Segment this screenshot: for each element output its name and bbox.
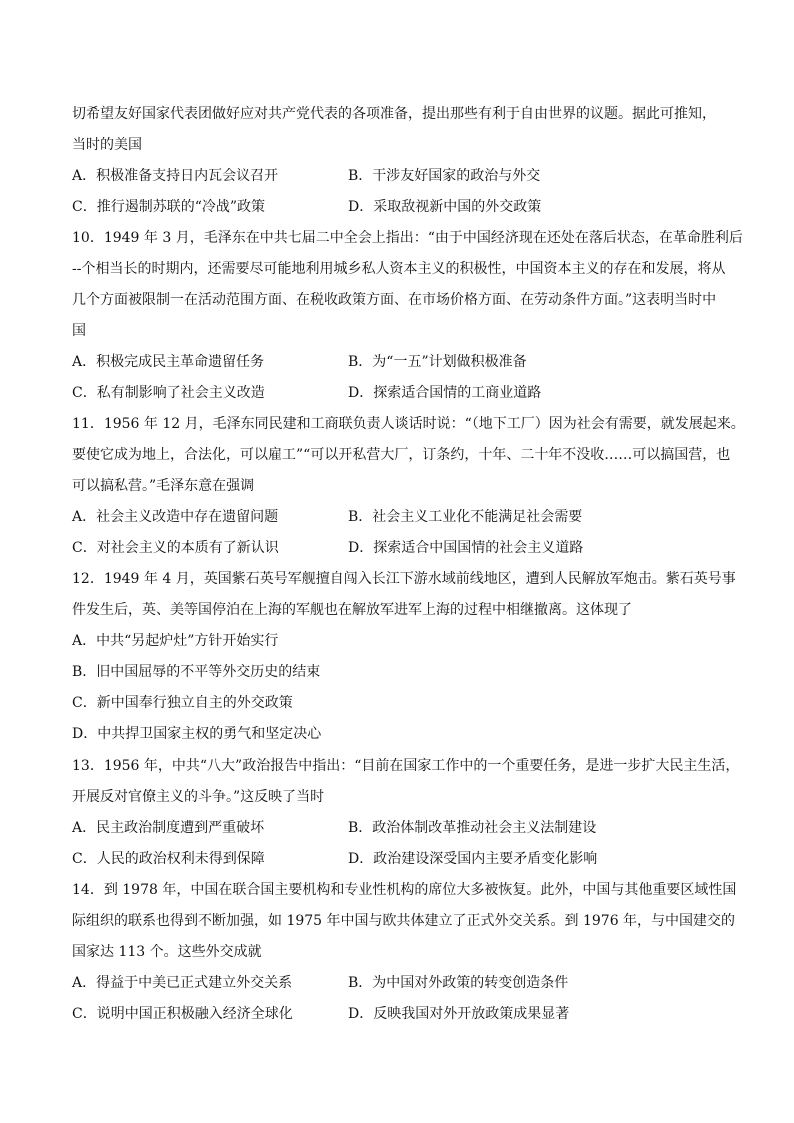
q9-option-b: B．干涉友好国家的政治与外交 [348, 168, 541, 184]
q13-option-b: B．政治体制改革推动社会主义法制建设 [348, 820, 597, 836]
q9-stem-line-2: 当时的美国 [72, 137, 142, 153]
q10-stem-line-3: 几个方面被限制一在活动范围方面、在税收政策方面、在市场价格方面、在劳动条件方面。”这表明当时中 [72, 292, 717, 308]
q14-option-a: A．得益于中美已正式建立外交关系 [72, 975, 293, 991]
q12-option-b: B．旧中国屈辱的不平等外交历史的结束 [72, 664, 321, 680]
q9-option-a: A．积极准备支持日内瓦会议召开 [72, 168, 279, 184]
q12-option-c: C．新中国奉行独立自主的外交政策 [72, 695, 293, 711]
q13-option-c: C．人民的政治权利未得到保障 [72, 851, 265, 867]
q9-option-d: D．采取敌视新中国的外交政策 [348, 199, 542, 215]
q14-stem-line-3: 国家达 113 个。这些外交成就 [72, 944, 262, 960]
q14-stem-line-2: 际组织的联系也得到不断加强，如 1975 年中国与欧共体建立了正式外交关系。到 1976 年，与中国建交的 [72, 913, 736, 929]
q13-stem-line-1: 13．1956 年，中共“八大”政治报告中指出：“目前在国家工作中的一个重要任务，是进一步扩大民主生活， [72, 758, 740, 774]
q9-stem-line-1: 切希望友好国家代表团做好应对共产党代表的各项准备，提出那些有利于自由世界的议题。据此可推知， [72, 106, 716, 122]
q11-stem-line-3: 可以搞私营。”毛泽东意在强调 [72, 478, 255, 494]
q13-option-d: D．政治建设深受国内主要矛盾变化影响 [348, 851, 598, 867]
q12-stem-line-1: 12．1949 年 4 月，英国紫石英号军舰擅自闯入长江下游水域前线地区，遭到人民解放军炮击。紫石英号事 [72, 571, 736, 587]
q10-stem-line-1: 10．1949 年 3 月，毛泽东在中共七届二中全会上指出：“由于中国经济现在还处在落后状态，在革命胜利后 [72, 230, 743, 246]
q14-option-b: B．为中国对外政策的转变创造条件 [348, 975, 569, 991]
q10-option-c: C．私有制影响了社会主义改造 [72, 385, 265, 401]
q12-option-d: D．中共捍卫国家主权的勇气和坚定决心 [72, 726, 322, 742]
q11-option-a: A．社会主义改造中存在遗留问题 [72, 509, 279, 525]
q10-stem-line-2: --个相当长的时期内，还需要尽可能地利用城乡私人资本主义的积极性，中国资本主义的存在和发展，将从 [72, 261, 726, 277]
q11-option-d: D．探索适合中国国情的社会主义道路 [348, 540, 584, 556]
q10-stem-line-4: 国 [72, 323, 86, 339]
q10-option-b: B．为“一五”计划做积极准备 [348, 354, 527, 370]
q14-option-c: C．说明中国正积极融入经济全球化 [72, 1006, 293, 1022]
q10-option-d: D．探索适合国情的工商业道路 [348, 385, 542, 401]
q14-option-d: D．反映我国对外开放政策成果显著 [348, 1006, 570, 1022]
q11-option-c: C．对社会主义的本质有了新认识 [72, 540, 279, 556]
q12-stem-line-2: 件发生后，英、美等国停泊在上海的军舰也在解放军进军上海的过程中相继撤离。这体现了 [72, 602, 632, 618]
q12-option-a: A．中共“另起炉灶”方针开始实行 [72, 633, 279, 649]
q14-stem-line-1: 14．到 1978 年，中国在联合国主要机构和专业性机构的席位大多被恢复。此外，中国与其他重要区域性国 [72, 882, 737, 898]
q11-stem-line-1: 11．1956 年 12 月，毛泽东同民建和工商联负责人谈话时说：“（地下工厂）因为社会有需要，就发展起来。 [72, 416, 745, 432]
q13-option-a: A．民主政治制度遭到严重破坏 [72, 820, 265, 836]
q13-stem-line-2: 开展反对官僚主义的斗争。”这反映了当时 [72, 789, 325, 805]
q11-stem-line-2: 要使它成为地上，合法化，可以雇工”“可以开私营大厂，订条约，十年、二十年不没收……可以搞国营，也 [72, 447, 731, 463]
q9-option-c: C．推行遏制苏联的“冷战”政策 [72, 199, 266, 215]
q11-option-b: B．社会主义工业化不能满足社会需要 [348, 509, 583, 525]
q10-option-a: A．积极完成民主革命遗留任务 [72, 354, 265, 370]
